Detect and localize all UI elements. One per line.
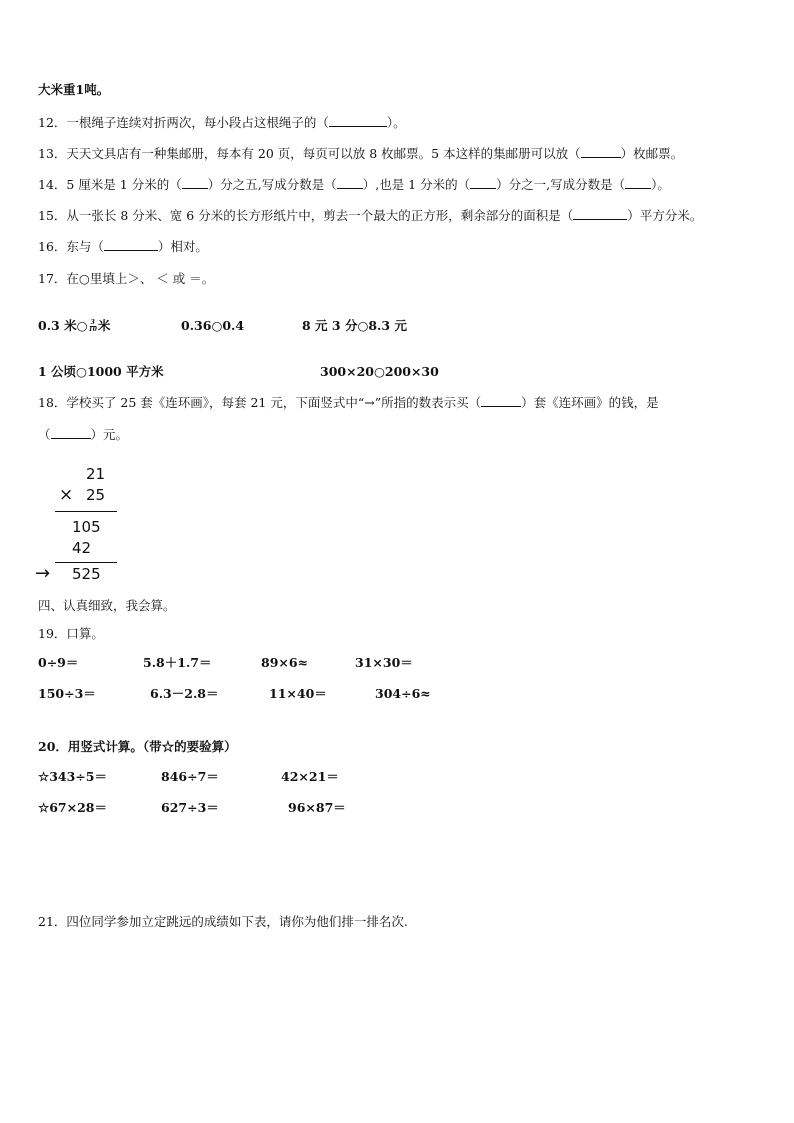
q18-text-end: ）套《连环画》的钱，是: [521, 395, 659, 410]
multiplier: 25: [86, 486, 106, 504]
question-19: 19．口算。: [38, 626, 104, 641]
section-4-heading: 四、认真细致，我会算。: [38, 598, 176, 613]
q18-blank-2[interactable]: [51, 427, 91, 439]
q14-text-3: ）,也是 1 分米的（: [362, 177, 471, 192]
q12-text-end: ）。: [386, 115, 406, 130]
question-14: [38, 177, 670, 193]
q15-text: 15．从一张长 8 分米、宽 6 分米的长方形纸片中，剪去一个最大的正方形，剩余部分的面积是（: [38, 208, 574, 223]
question-18: [38, 395, 659, 411]
q20-item: 96×87＝: [288, 800, 346, 815]
fraction-denominator: 10: [88, 326, 97, 333]
q18b-text-end: ）元。: [90, 427, 129, 442]
q20-item: 42×21＝: [281, 769, 339, 784]
q18-text: 18．学校买了 25 套《连环画》，每套 21 元，下面竖式中“→”所指的数表示买（: [38, 395, 482, 410]
times-sign: ×: [59, 485, 74, 505]
q14-blank-1[interactable]: [182, 177, 208, 189]
q17-item-a-unit: 米: [97, 318, 111, 333]
q20-item: 627÷3＝: [161, 800, 219, 815]
q16-answer-blank[interactable]: [104, 239, 158, 251]
q17-item-b: 0.36○0.4: [181, 318, 245, 333]
q14-text-2: ）分之五,写成分数是（: [207, 177, 337, 192]
q15-answer-blank[interactable]: [573, 208, 627, 220]
q15-text-end: ）平方分米。: [627, 208, 703, 223]
q17-item-c: 8 元 3 分○8.3 元: [302, 318, 407, 333]
question-17: 17．在○里填上＞、 ＜ 或 ＝。: [38, 271, 215, 286]
q14-text-5: ）。: [651, 177, 670, 192]
question-15: [38, 208, 702, 224]
question-13: [38, 146, 683, 162]
q14-text-1: 14．5 厘米是 1 分米的（: [38, 177, 182, 192]
q17-item-a: [38, 318, 110, 334]
q20-item: ☆343÷5＝: [38, 769, 107, 784]
q18-blank-1[interactable]: [481, 395, 521, 407]
q13-answer-blank[interactable]: [581, 146, 621, 158]
q14-blank-4[interactable]: [625, 177, 651, 189]
q11-tail: 大米重1吨。: [38, 82, 110, 97]
question-21: 21．四位同学参加立定跳远的成绩如下表，请你为他们排一排名次.: [38, 914, 408, 929]
q19-item: 11×40＝: [269, 686, 327, 701]
q14-blank-2[interactable]: [337, 177, 363, 189]
fraction-numerator: 3: [90, 319, 95, 326]
q20-item: 846÷7＝: [161, 769, 219, 784]
calc-line-1: [55, 511, 117, 512]
q16-text: 16．东与（: [38, 239, 104, 254]
q16-text-end: ）相对。: [157, 239, 208, 254]
partial-product-1: 105: [72, 518, 101, 536]
q19-item: 304÷6≈: [375, 686, 431, 701]
q20-item: ☆67×28＝: [38, 800, 107, 815]
q13-text-end: ）枚邮票。: [620, 146, 684, 161]
q19-item: 0÷9＝: [38, 655, 79, 670]
q14-text-4: ）分之一,写成分数是（: [496, 177, 626, 192]
question-12: [38, 115, 406, 131]
q12-text: 12．一根绳子连续对折两次，每小段占这根绳子的（: [38, 115, 329, 130]
q17-item-a-text: 0.3 米○: [38, 318, 88, 333]
q18b-text: （: [38, 427, 51, 442]
multiplicand: 21: [86, 465, 106, 483]
product-result: 525: [72, 565, 101, 583]
q19-item: 89×6≈: [261, 655, 309, 670]
q17-item-d: 1 公顷○1000 平方米: [38, 364, 164, 379]
q19-item: 6.3－2.8＝: [150, 686, 219, 701]
q19-item: 150÷3＝: [38, 686, 96, 701]
question-20: 20．用竖式计算。（带☆的要验算）: [38, 739, 237, 754]
arrow-icon: →: [35, 563, 51, 584]
calc-line-2: [55, 562, 117, 563]
q19-item: 31×30＝: [355, 655, 413, 670]
q17-item-e: 300×20○200×30: [320, 364, 439, 379]
partial-product-2: 42: [72, 539, 92, 557]
q14-blank-3[interactable]: [470, 177, 496, 189]
q12-answer-blank[interactable]: [329, 115, 387, 127]
fraction-3-10: [89, 320, 97, 333]
q19-item: 5.8＋1.7＝: [143, 655, 212, 670]
q13-text: 13．天天文具店有一种集邮册，每本有 20 页，每页可以放 8 枚邮票。5 本这样的集邮册可以放（: [38, 146, 581, 161]
question-18-line2: [38, 427, 128, 443]
question-16: [38, 239, 208, 255]
